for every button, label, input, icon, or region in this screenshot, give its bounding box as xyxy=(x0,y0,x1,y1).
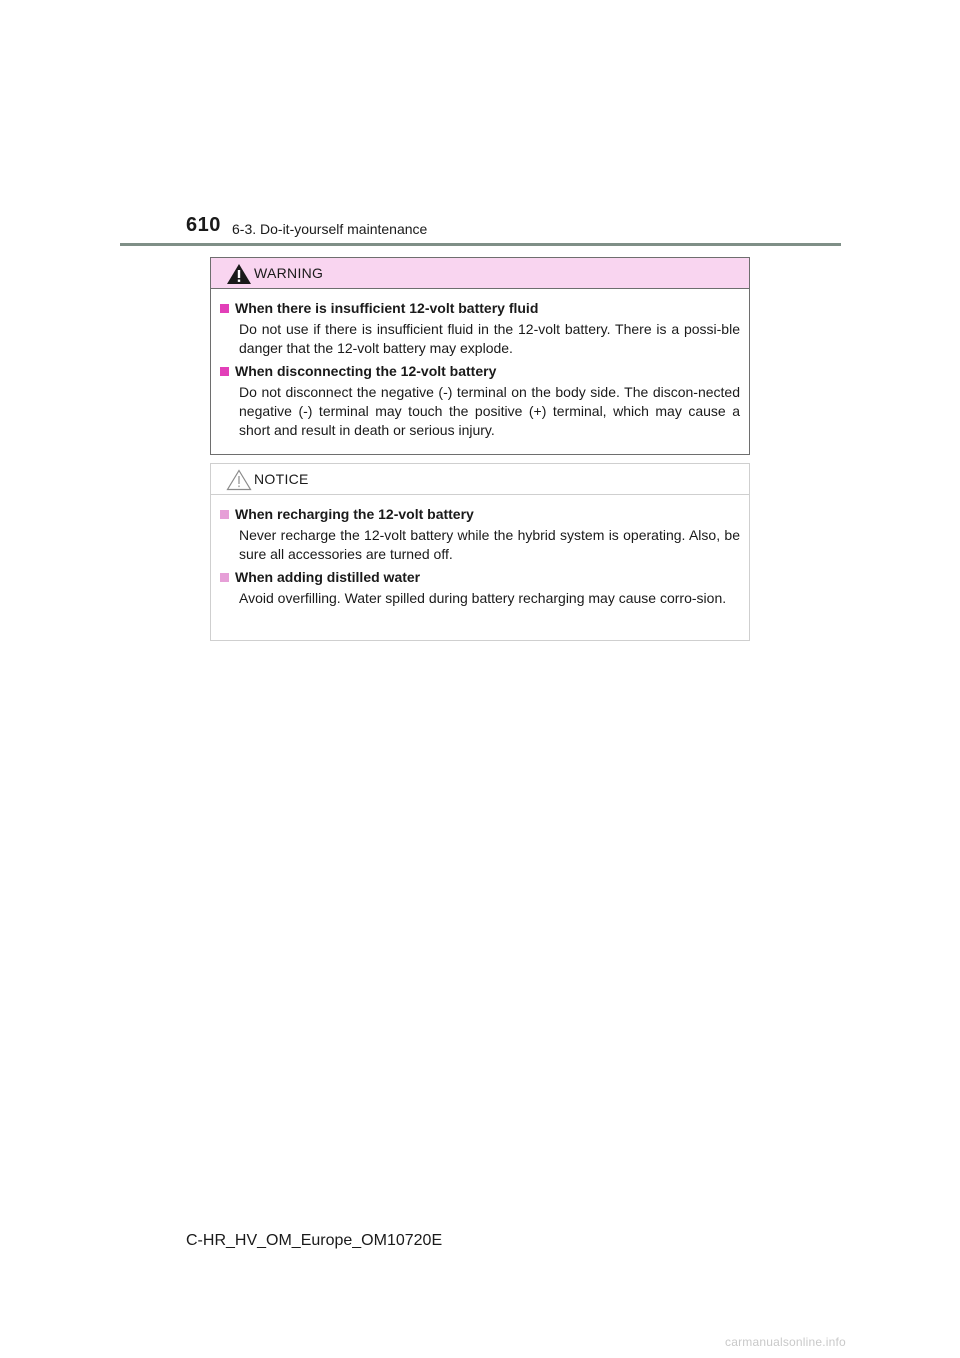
notice-item-heading xyxy=(220,568,740,587)
warning-header xyxy=(211,258,749,289)
notice-item-text: Never recharge the 12-volt battery while the hybrid system is operating. Also, be sure all accessories are turned off. xyxy=(239,527,740,562)
notice-item-text: Avoid overfilling. Water spilled during battery recharging may cause corro-sion. xyxy=(239,590,727,606)
page-number: 610 xyxy=(186,214,221,236)
header-divider xyxy=(120,243,841,246)
section-title: 6-3. Do-it-yourself maintenance xyxy=(232,221,428,237)
notice-item-heading-text: When adding distilled water xyxy=(235,569,421,585)
warning-item-text: Do not use if there is insufficient fluid in the 12-volt battery. There is a possi-ble danger that the 12-volt battery may explode. xyxy=(239,321,740,356)
warning-item-heading xyxy=(220,362,740,381)
warning-box xyxy=(210,257,750,455)
warning-item-heading-text: When disconnecting the 12-volt battery xyxy=(235,363,497,379)
square-bullet-icon xyxy=(220,304,229,313)
notice-label: NOTICE xyxy=(254,471,309,487)
notice-item-heading xyxy=(220,505,740,524)
document-code: C-HR_HV_OM_Europe_OM10720E xyxy=(186,1232,443,1249)
square-bullet-icon xyxy=(220,573,229,582)
square-bullet-icon xyxy=(220,510,229,519)
watermark-text: carmanualsonline.info xyxy=(725,1335,846,1349)
warning-item-heading xyxy=(220,299,740,318)
notice-item xyxy=(220,505,740,564)
warning-triangle-icon xyxy=(226,263,252,285)
notice-header xyxy=(211,464,749,495)
notice-item xyxy=(220,568,740,608)
warning-body xyxy=(211,289,749,440)
notice-triangle-icon xyxy=(226,469,252,491)
square-bullet-icon xyxy=(220,367,229,376)
warning-label: WARNING xyxy=(254,265,324,281)
warning-item xyxy=(220,362,740,440)
notice-item-heading-text: When recharging the 12-volt battery xyxy=(235,506,474,522)
warning-item-heading-text: When there is insufficient 12-volt battery fluid xyxy=(235,300,539,316)
warning-item xyxy=(220,299,740,358)
notice-body xyxy=(211,495,749,608)
page-header xyxy=(0,0,960,250)
notice-box xyxy=(210,463,750,641)
warning-item-text: Do not disconnect the negative (-) terminal on the body side. The discon-nected negative (-) terminal may touch the positive (+) terminal, which may cause a short and result in death or serious injury. xyxy=(239,384,740,438)
